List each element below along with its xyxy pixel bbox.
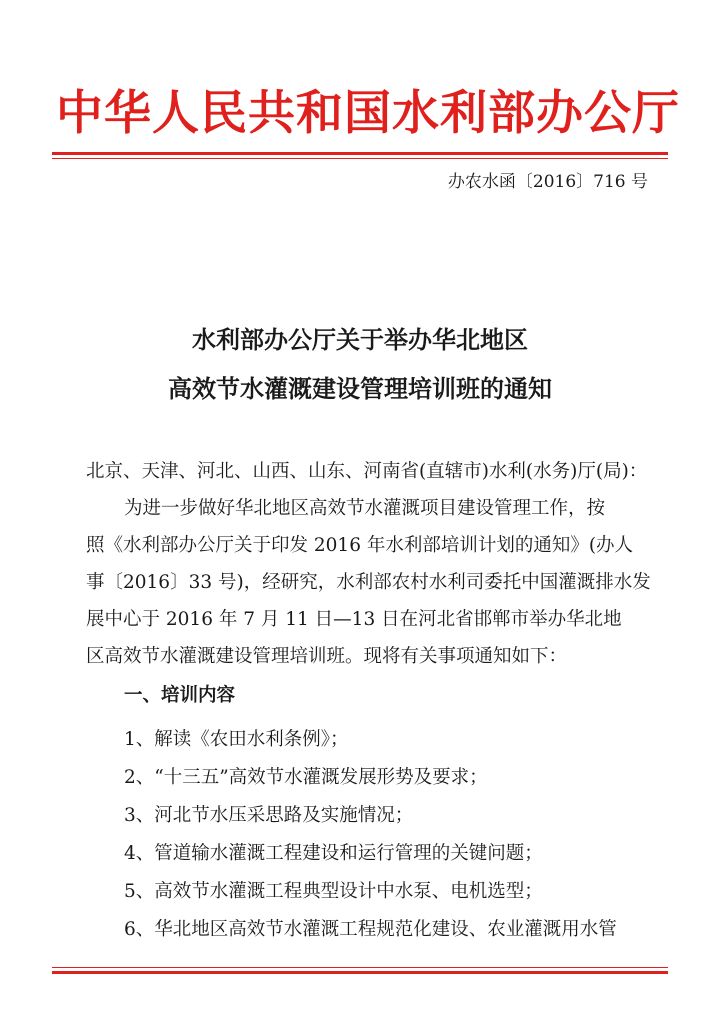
header-red-rule-thick bbox=[52, 152, 668, 155]
paragraph-line: 照《水利部办公厅关于印发 2016 年水利部培训计划的通知》(办人 bbox=[86, 535, 634, 556]
list-item: 3、河北节水压采思路及实施情况； bbox=[124, 805, 414, 826]
title-line-2: 高效节水灌溉建设管理培训班的通知 bbox=[168, 374, 552, 403]
header-red-rule-thin bbox=[52, 158, 668, 159]
document-number: 办农水函〔2016〕716 号 bbox=[447, 172, 648, 192]
paragraph-line: 展中心于 2016 年 7 月 11 日—13 日在河北省邯郸市举办华北地 bbox=[86, 609, 622, 630]
paragraph-line: 为进一步做好华北地区高效节水灌溉项目建设管理工作，按 bbox=[124, 498, 606, 519]
list-item: 4、管道输水灌溉工程建设和运行管理的关键问题； bbox=[124, 843, 543, 864]
footer-red-rule-thin bbox=[52, 967, 668, 968]
list-item: 6、华北地区高效节水灌溉工程规范化建设、农业灌溉用水管 bbox=[124, 919, 617, 940]
list-item: 2、“十三五”高效节水灌溉发展形势及要求； bbox=[124, 767, 488, 788]
issuing-office-title: 中华人民共和国水利部办公厅 bbox=[56, 86, 680, 141]
paragraph-line: 事〔2016〕33 号)，经研究，水利部农村水利司委托中国灌溉排水发 bbox=[86, 572, 651, 593]
title-line-1: 水利部办公厅关于举办华北地区 bbox=[192, 325, 528, 354]
footer-red-rule-thick bbox=[52, 971, 668, 974]
section-heading-training-content: 一、培训内容 bbox=[124, 685, 236, 706]
salutation: 北京、天津、河北、山西、山东、河南省(直辖市)水利(水务)厅(局)： bbox=[86, 461, 648, 482]
paragraph-line: 区高效节水灌溉建设管理培训班。现将有关事项通知如下： bbox=[86, 646, 568, 667]
list-item: 1、解读《农田水利条例》； bbox=[124, 729, 349, 750]
list-item: 5、高效节水灌溉工程典型设计中水泵、电机选型； bbox=[124, 881, 543, 902]
